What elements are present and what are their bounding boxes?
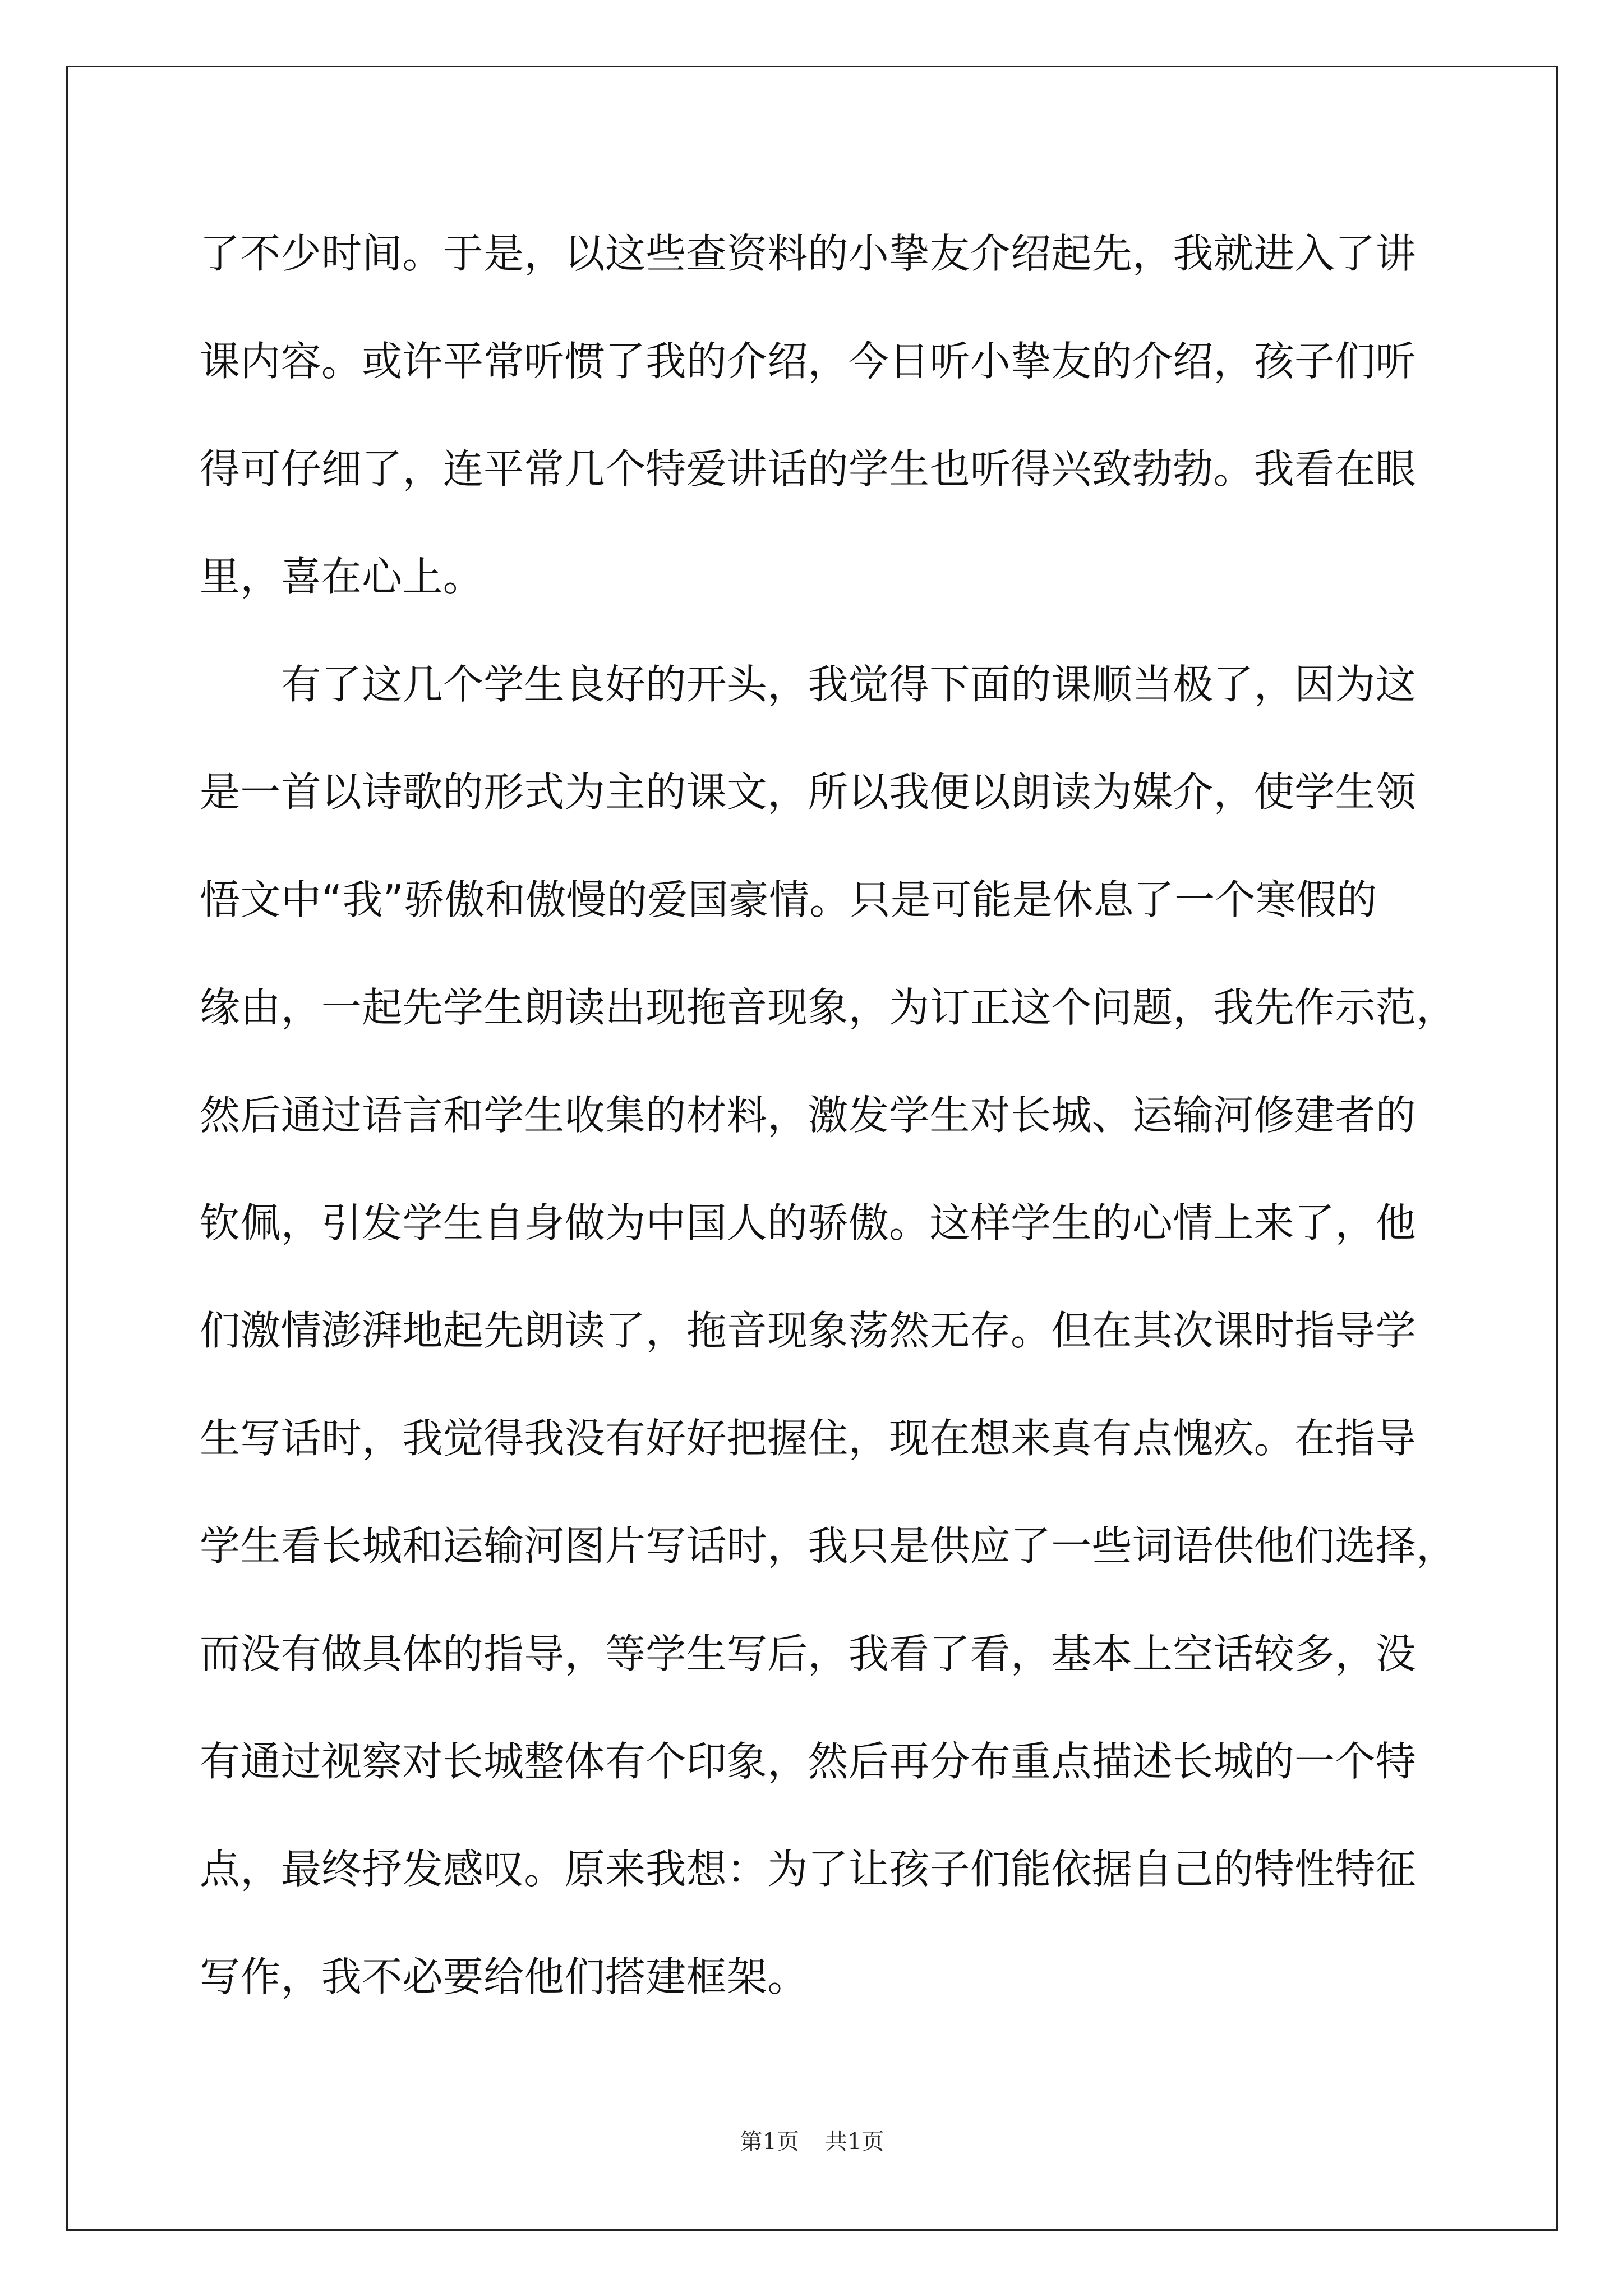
page-frame bbox=[66, 66, 1558, 2231]
text-line: 悟文中“我”骄傲和傲慢的爱国豪情。只是可能是休息了一个寒假的 bbox=[200, 876, 1377, 923]
text-line: 然后通过语言和学生收集的材料，激发学生对长城、运输河修建者的 bbox=[200, 1092, 1417, 1139]
text-line: 里，喜在心上。 bbox=[200, 553, 484, 600]
text-line: 学生看长城和运输河图片写话时，我只是供应了一些词语供他们选择， bbox=[200, 1522, 1457, 1570]
text-line: 了不少时间。于是，以这些查资料的小挚友介绍起先，我就进入了讲 bbox=[200, 230, 1417, 277]
text-line: 们激情澎湃地起先朗读了，拖音现象荡然无存。但在其次课时指导学 bbox=[200, 1307, 1417, 1354]
text-line: 有了这几个学生良好的开头，我觉得下面的课顺当极了，因为这 bbox=[200, 661, 1417, 708]
text-line: 而没有做具体的指导，等学生写后，我看了看，基本上空话较多，没 bbox=[200, 1630, 1417, 1677]
text-line: 写作，我不必要给他们搭建框架。 bbox=[200, 1953, 808, 2000]
text-line: 是一首以诗歌的形式为主的课文，所以我便以朗读为媒介，使学生领 bbox=[200, 769, 1417, 816]
page-footer bbox=[68, 2127, 1556, 2156]
text-line: 课内容。或许平常听惯了我的介绍，今日听小挚友的介绍，孩子们听 bbox=[200, 338, 1417, 385]
text-line: 缘由，一起先学生朗读出现拖音现象，为订正这个问题，我先作示范， bbox=[200, 984, 1457, 1031]
page-total: 共1页 bbox=[825, 2129, 884, 2155]
text-line: 钦佩，引发学生自身做为中国人的骄傲。这样学生的心情上来了，他 bbox=[200, 1199, 1417, 1246]
text-line: 得可仔细了，连平常几个特爱讲话的学生也听得兴致勃勃。我看在眼 bbox=[200, 445, 1417, 493]
page-number: 第1页 bbox=[740, 2129, 799, 2155]
text-line: 点，最终抒发感叹。原来我想：为了让孩子们能依据自己的特性特征 bbox=[200, 1846, 1417, 1893]
text-line: 有通过视察对长城整体有个印象，然后再分布重点描述长城的一个特 bbox=[200, 1738, 1417, 1785]
text-line: 生写话时，我觉得我没有好好把握住，现在想来真有点愧疚。在指导 bbox=[200, 1415, 1417, 1462]
